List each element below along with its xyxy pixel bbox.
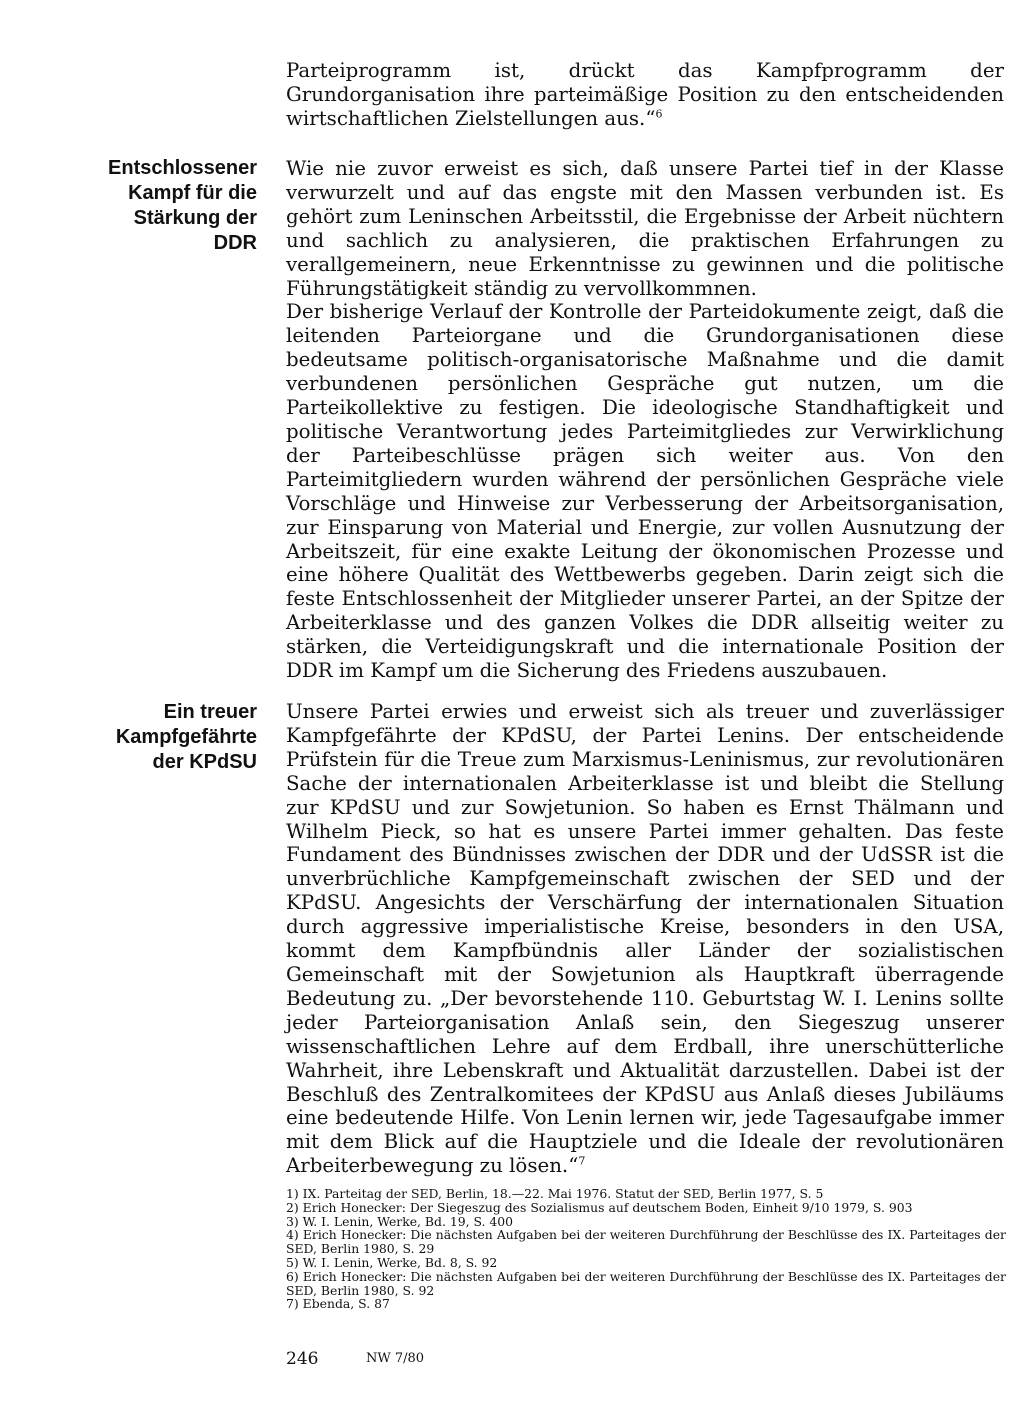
footnote-7: 7) Ebenda, S. 87 bbox=[286, 1296, 390, 1312]
section1-body bbox=[286, 157, 1004, 683]
footnote-1: 1) IX. Parteitag der SED, Berlin, 18.—22. Mai 1976. Statut der SED, Berlin 1977, S. 5 bbox=[286, 1186, 824, 1201]
footnote-3: 3) W. I. Lenin, Werke, Bd. 19, S. 400 bbox=[286, 1213, 514, 1229]
footnotes bbox=[286, 1187, 1006, 1311]
footnote-ref-6[interactable]: 6 bbox=[655, 107, 663, 121]
footnote-5: 5) W. I. Lenin, Werke, Bd. 8, S. 92 bbox=[286, 1254, 498, 1270]
intro-text: Parteiprogramm ist, drückt das Kampfprogramm der Grundorganisation ihre parteimäßige Position zu den entscheidenden wirtschaftlichen Zielstellungen aus.“ bbox=[286, 59, 1004, 130]
issue-label: NW 7/80 bbox=[366, 1351, 425, 1366]
footnote-ref-7[interactable]: 7 bbox=[578, 1154, 586, 1168]
section2-heading bbox=[97, 700, 257, 775]
section1-paragraph: Wie nie zuvor erweist es sich, daß unsere Partei tief in der Klasse verwurzelt und auf das engste mit den Massen verbunden ist. Es gehört zum Leninschen Arbeitsstil, die Ergebnisse der Arbeit nüchtern und sachlich zu analysieren, die praktischen Erfahrungen zu verallgemeinern, neue Erkenntnisse zu gewinnen und die politische Führungstätigkeit ständig zu vervollkommnen. bbox=[286, 157, 1004, 300]
section2-heading-line: Ein treuer bbox=[163, 701, 257, 723]
footnote-4: 4) Erich Honecker: Die nächsten Aufgaben bei der weiteren Durchführung der Beschlüsse des IX. Parteitages der SED, Berlin 1980, S. 29 bbox=[286, 1227, 1006, 1257]
section2-heading-line: Kampfgefährte bbox=[115, 726, 257, 748]
section1-heading-line: Entschlossener bbox=[108, 157, 257, 179]
section2-paragraph: Unsere Partei erwies und erweist sich als treuer und zuverlässiger Kampfgefährte der KPdSU, der Partei Lenins. Der entscheidende Prüfstein für die Treue zum Marxismus-Leninismus, zur revolutionären Sache der internationalen Arbeiterklasse ist und bleibt die Stellung zur KPdSU und zur Sowjetunion. So haben es Ernst Thälmann und Wilhelm Pieck, so hat es unsere Partei immer gehalten. Das feste Fundament des Bündnisses zwischen der DDR und der UdSSR ist die unverbrüchliche Kampfgemeinschaft zwischen der SED und der KPdSU. Angesichts der Verschärfung der internationalen Situation durch aggressive imperialistische Kreise, besonders in den USA, kommt dem Kampfbündnis aller Länder der sozialistischen Gemeinschaft mit der Sowjetunion als Hauptkraft überragende Bedeutung zu. „Der bevorstehende 110. Geburtstag W. I. Lenins sollte jeder Parteiorganisation Anlaß sein, den Siegeszug unserer wissenschaftlichen Lehre auf dem Erdball, ihre unerschütterliche Wahrheit, ihre Lebenskraft und Aktualität darzustellen. Dabei ist der Beschluß des Zentralkomitees der KPdSU aus Anlaß dieses Jubiläums eine bedeutende Hilfe. Von Lenin lernen wir, jede Tagesaufgabe immer mit dem Blick auf die Hauptziele und die Ideale der revolutionären Arbeiterbewegung zu lösen.“ bbox=[286, 700, 1004, 1178]
footnote-2: 2) Erich Honecker: Der Siegeszug des Sozialismus auf deutschem Boden, Einheit 9/10 1979, S. 903 bbox=[286, 1199, 913, 1215]
intro-paragraph bbox=[286, 59, 1004, 131]
section1-heading-line: Stärkung der DDR bbox=[133, 207, 257, 254]
section2-body bbox=[286, 700, 1004, 1178]
page-number: 246 bbox=[286, 1349, 319, 1369]
footnote-6: 6) Erich Honecker: Die nächsten Aufgaben bei der weiteren Durchführung der Beschlüsse des IX. Parteitages der SED, Berlin 1980, S. 92 bbox=[286, 1268, 1006, 1298]
section2-heading-line: der KPdSU bbox=[152, 751, 257, 773]
section1-heading bbox=[97, 156, 257, 256]
section1-heading-line: Kampf für die bbox=[128, 182, 257, 204]
section1-paragraph: Der bisherige Verlauf der Kontrolle der Parteidokumente zeigt, daß die leitenden Parteiorgane und die Grundorganisationen diese bedeutsame politisch-organisatorische Maßnahme und die damit verbundenen persönlichen Gespräche gut nutzen, um die Parteikollektive zu festigen. Die ideologische Standhaftigkeit und politische Verantwortung jedes Parteimitgliedes zur Verwirklichung der Parteibeschlüsse prägen sich weiter aus. Von den Parteimitgliedern wurden während der persönlichen Gespräche viele Vorschläge und Hinweise zur Verbesserung der Arbeitsorganisation, zur Einsparung von Material und Energie, zur vollen Ausnutzung der Arbeitszeit, für eine exakte Leitung der ökonomischen Prozesse und eine höhere Qualität des Wettbewerbs gegeben. Darin zeigt sich die feste Entschlossenheit der Mitglieder unserer Partei, an der Spitze der Arbeiterklasse und des ganzen Volkes die DDR allseitig weiter zu stärken, die Verteidigungskraft und die internationale Position der DDR im Kampf um die Sicherung des Friedens auszubauen. bbox=[286, 300, 1004, 683]
